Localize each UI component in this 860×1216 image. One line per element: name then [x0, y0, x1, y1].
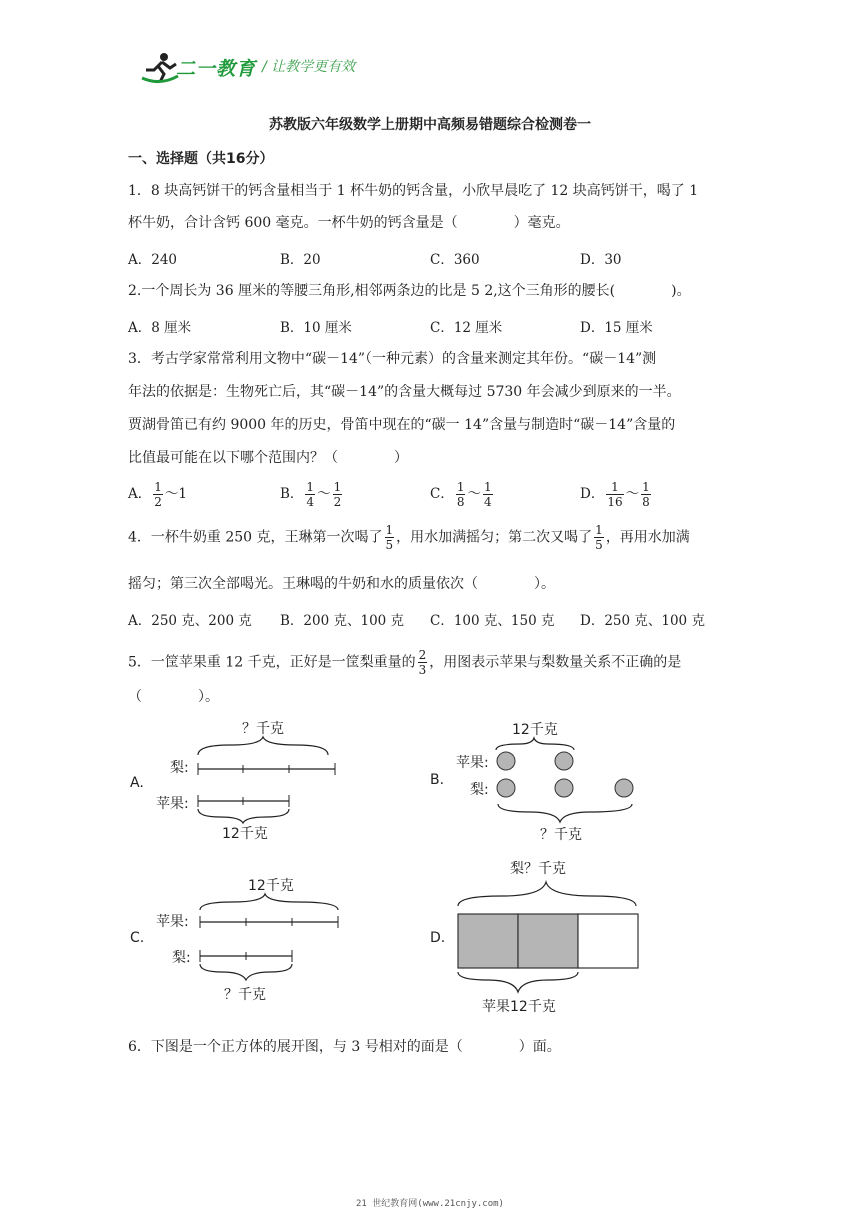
q4-option-a: A．250 克、200 克: [128, 613, 252, 629]
q1-option-a: A．240: [128, 252, 178, 268]
diagram-c-pear-label: 梨:: [172, 950, 191, 966]
q3-line1: 3．考古学家常常利用文物中“碳－14”（一种元素）的含量来测定其年份。“碳－14”测: [128, 351, 657, 367]
diagram-b-top-label: 12千克: [512, 722, 558, 738]
diagram-c-apple-label: 苹果:: [156, 914, 189, 930]
q4-line2: 摇匀；第三次全部喝光。王琳喝的牛奶和水的质量依次（ ）。: [128, 576, 555, 592]
fraction: $\frac{1}{4}$: [306, 480, 315, 509]
apple-circle: [497, 752, 515, 770]
section-heading: 一、选择题（共16分）: [128, 151, 274, 167]
diagram-a-pear-label: 梨:: [170, 760, 189, 776]
q3-line3: 贾湖骨笛已有约 9000 年的历史，骨笛中现在的“碳一 14”含量与制造时“碳－14”含量的: [128, 417, 676, 433]
fraction: $\frac{1}{2}$: [333, 480, 342, 509]
fraction: $\frac{2}{3}$: [418, 648, 427, 677]
q5-line1: 5．一筐苹果重 12 千克，正好是一筐梨重量的 $\frac{2}{3}$ ，用图表示苹果与梨数量关系不正确的是: [128, 648, 682, 677]
q4-option-b: B．200 克、100 克: [280, 613, 405, 629]
q4-line1: 4．一杯牛奶重 250 克，王琳第一次喝了 $\frac{1}{5}$ ，用水加满摇匀；第二次又喝了 $\frac{1}{5}$ ，再用水加满: [128, 523, 690, 552]
fraction: $\frac{1}{5}$: [595, 523, 603, 552]
diagram-a-apple-label: 苹果:: [156, 796, 189, 812]
fraction: $\frac{1}{8}$: [642, 480, 650, 509]
footer: 21 世纪教育网(www.21cnjy.com): [356, 1199, 504, 1209]
slogan: / 让教学更有效: [262, 59, 356, 75]
diagram-a-segments: [190, 735, 350, 825]
runner-logo-icon: [140, 50, 180, 84]
fraction: $\frac{1}{2}$: [154, 480, 162, 509]
q1-line1: 1．8 块高钙饼干的钙含量相当于 1 杯牛奶的钙含量，小欣早晨吃了 12 块高钙饼干，喝了 1: [128, 183, 699, 199]
diagram-d-bars: [452, 876, 644, 998]
apple-bar-part: [458, 914, 518, 968]
q4-option-d: D．250 克、100 克: [580, 613, 705, 629]
fraction: $\frac{1}{8}$: [456, 480, 465, 509]
q3-option-d: D． $\frac{1}{16}$ ～ $\frac{1}{8}$: [580, 480, 650, 509]
fraction: $\frac{1}{4}$: [483, 480, 492, 509]
q2-option-c: C．12 厘米: [430, 320, 503, 336]
q3-option-c: C． $\frac{1}{8}$ ～ $\frac{1}{4}$: [430, 480, 492, 509]
logo-text: 二一教育: [176, 58, 257, 80]
diagram-a-bottom-label: 12千克: [222, 826, 268, 842]
q2-option-b: B．10 厘米: [280, 320, 352, 336]
apple-circle: [555, 752, 573, 770]
apple-bar-part: [518, 914, 578, 968]
pear-circle: [615, 779, 633, 797]
diagram-c-bottom-label: ？千克: [224, 987, 266, 1003]
q1-option-d: D．30: [580, 252, 622, 268]
diagram-d-bottom-label: 苹果12千克: [482, 999, 556, 1015]
diagram-a-top-label: ？千克: [242, 721, 284, 737]
diagram-b-option: B.: [430, 772, 445, 788]
q3-line2: 年法的依据是：生物死亡后，其“碳－14”的含量大概每过 5730 年会减少到原来的一半。: [128, 384, 681, 400]
q3-option-a: A． $\frac{1}{2}$ ～1: [128, 480, 187, 509]
q3-option-b: B． $\frac{1}{4}$ ～ $\frac{1}{2}$: [280, 480, 342, 509]
diagram-a-option: A.: [130, 775, 144, 791]
diagram-b-apple-label: 苹果:: [456, 755, 489, 771]
q3-line4: 比值最可能在以下哪个范围内？（ ）: [128, 450, 408, 466]
page-title: 苏教版六年级数学上册期中高频易错题综合检测卷一: [269, 117, 591, 133]
pear-extra-bar-part: [578, 914, 638, 968]
q2-option-a: A．8 厘米: [128, 320, 192, 336]
q3-option-a-label: A．: [128, 486, 152, 502]
q1-option-c: C．360: [430, 252, 480, 268]
diagram-b-pear-label: 梨:: [470, 782, 489, 798]
pear-circle: [555, 779, 573, 797]
diagram-c-top-label: 12千克: [248, 878, 294, 894]
q6-line1: 6．下图是一个正方体的展开图，与 3 号相对的面是（ ）面。: [128, 1039, 561, 1055]
diagram-b-circles: [490, 736, 650, 828]
diagram-b-bottom-label: ？千克: [540, 827, 582, 843]
q2-line1: 2.一个周长为 36 厘米的等腰三角形,相邻两条边的比是 5 2,这个三角形的腰长( )。: [128, 283, 691, 299]
diagram-d-option: D.: [430, 930, 446, 946]
q2-option-d: D．15 厘米: [580, 320, 653, 336]
q1-option-b: B．20: [280, 252, 321, 268]
fraction: $\frac{1}{5}$: [385, 523, 394, 552]
pear-circle: [497, 779, 515, 797]
q4-option-c: C．100 克、150 克: [430, 613, 555, 629]
diagram-c-segments: [190, 892, 350, 984]
q5-line2: （ ）。: [128, 689, 219, 705]
q1-line2: 杯牛奶，合计含钙 600 毫克。一杯牛奶的钙含量是（ ）毫克。: [128, 215, 570, 231]
diagram-d-top-label: 梨？千克: [510, 861, 566, 877]
fraction: $\frac{1}{16}$: [607, 480, 623, 509]
diagram-c-option: C.: [130, 930, 145, 946]
